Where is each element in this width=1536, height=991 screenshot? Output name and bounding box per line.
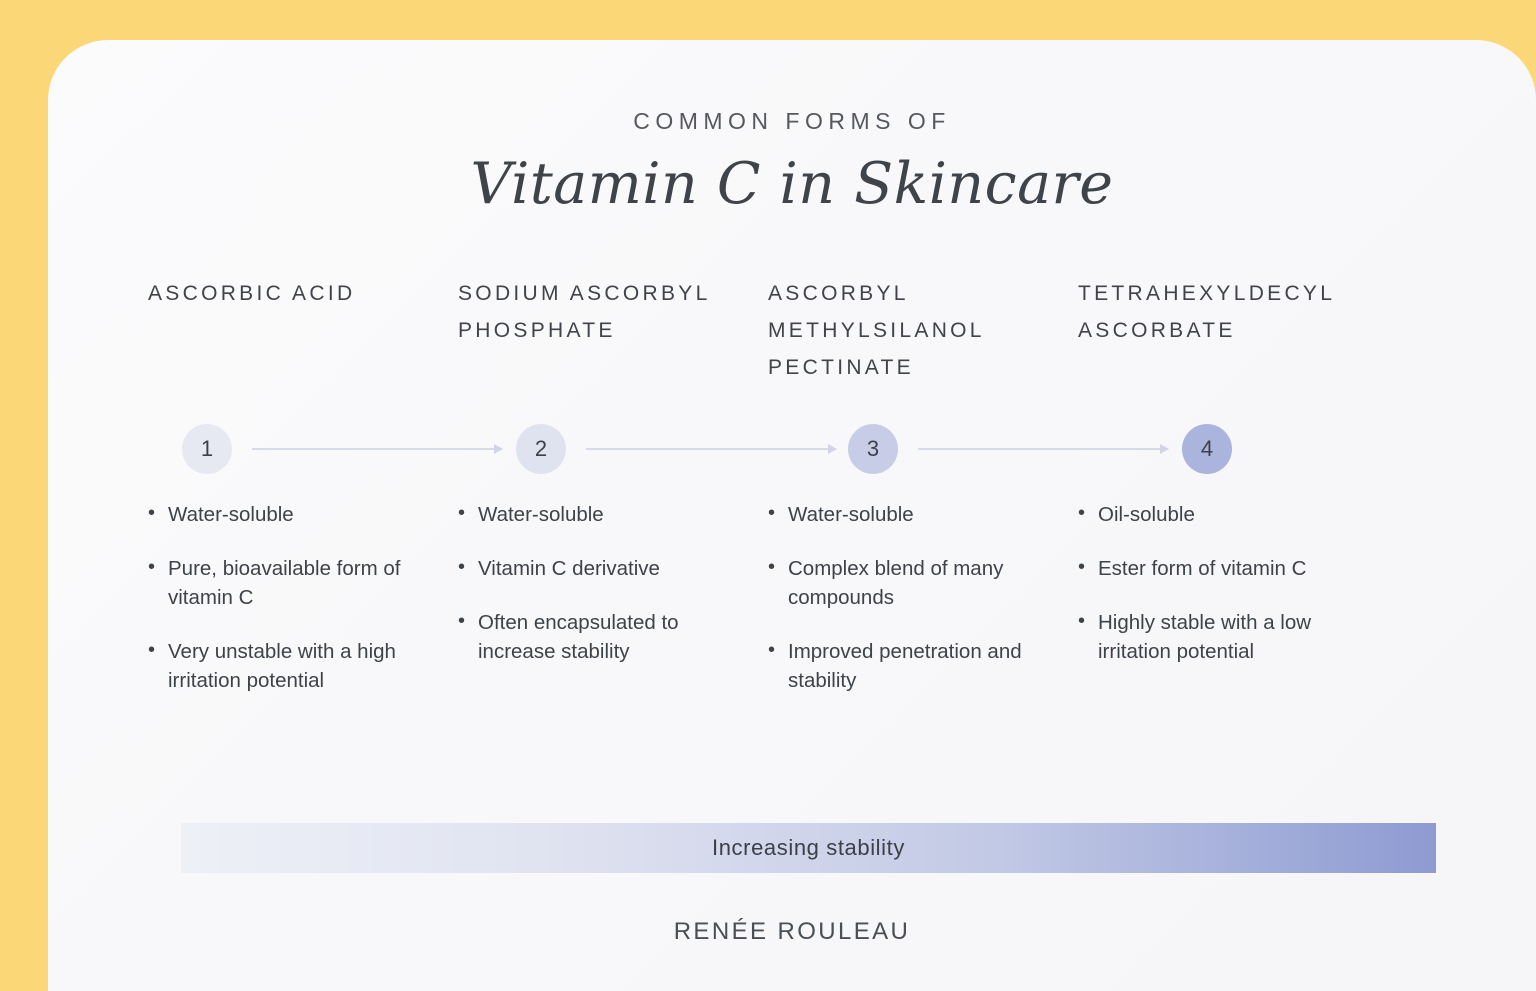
page-title: Vitamin C in Skincare — [470, 151, 1114, 217]
list-item: • Often encapsulated to increase stability — [458, 608, 742, 666]
column-2 — [458, 276, 768, 386]
list-item: • Complex blend of many compounds — [768, 554, 1052, 612]
step-badge-3: 3 — [848, 424, 898, 474]
list-item: • Water-soluble — [148, 500, 432, 529]
bullet-column-4 — [1078, 500, 1388, 721]
bullet-column-2 — [458, 500, 768, 721]
infographic-card — [48, 40, 1536, 991]
list-item: • Very unstable with a high irritation potential — [148, 637, 432, 695]
list-item: • Highly stable with a low irritation potential — [1078, 608, 1362, 666]
step-badge-1: 1 — [182, 424, 232, 474]
brand-wordmark: RENÉE ROULEAU — [673, 918, 911, 945]
list-item: • Water-soluble — [458, 500, 742, 529]
column-heading: TETRAHEXYLDECYL ASCORBATE — [1078, 282, 1335, 342]
step-badge-2: 2 — [516, 424, 566, 474]
arrow-icon — [586, 448, 836, 450]
column-heading: ASCORBIC ACID — [148, 282, 356, 305]
step-sequence — [148, 424, 1436, 484]
bullet-column-1 — [148, 500, 458, 721]
bullet-column-3 — [768, 500, 1078, 721]
column-1 — [148, 276, 458, 386]
column-3 — [768, 276, 1078, 386]
list-item: • Ester form of vitamin C — [1078, 554, 1362, 583]
column-heading: SODIUM ASCORBYL PHOSPHATE — [458, 282, 710, 342]
step-badge-4: 4 — [1182, 424, 1232, 474]
arrow-icon — [252, 448, 502, 450]
column-4 — [1078, 276, 1388, 386]
column-headings — [148, 276, 1436, 386]
stability-scale-bar — [181, 823, 1436, 873]
list-item: • Improved penetration and stability — [768, 637, 1052, 695]
list-item: • Pure, bioavailable form of vitamin C — [148, 554, 432, 612]
bullet-columns — [148, 500, 1436, 721]
eyebrow-text: COMMON FORMS OF — [633, 108, 951, 134]
stability-scale-label: Increasing stability — [712, 835, 905, 860]
list-item: • Oil-soluble — [1078, 500, 1362, 529]
list-item: • Water-soluble — [768, 500, 1052, 529]
column-heading: ASCORBYL METHYLSILANOL PECTINATE — [768, 282, 985, 379]
list-item: • Vitamin C derivative — [458, 554, 742, 583]
arrow-icon — [918, 448, 1168, 450]
